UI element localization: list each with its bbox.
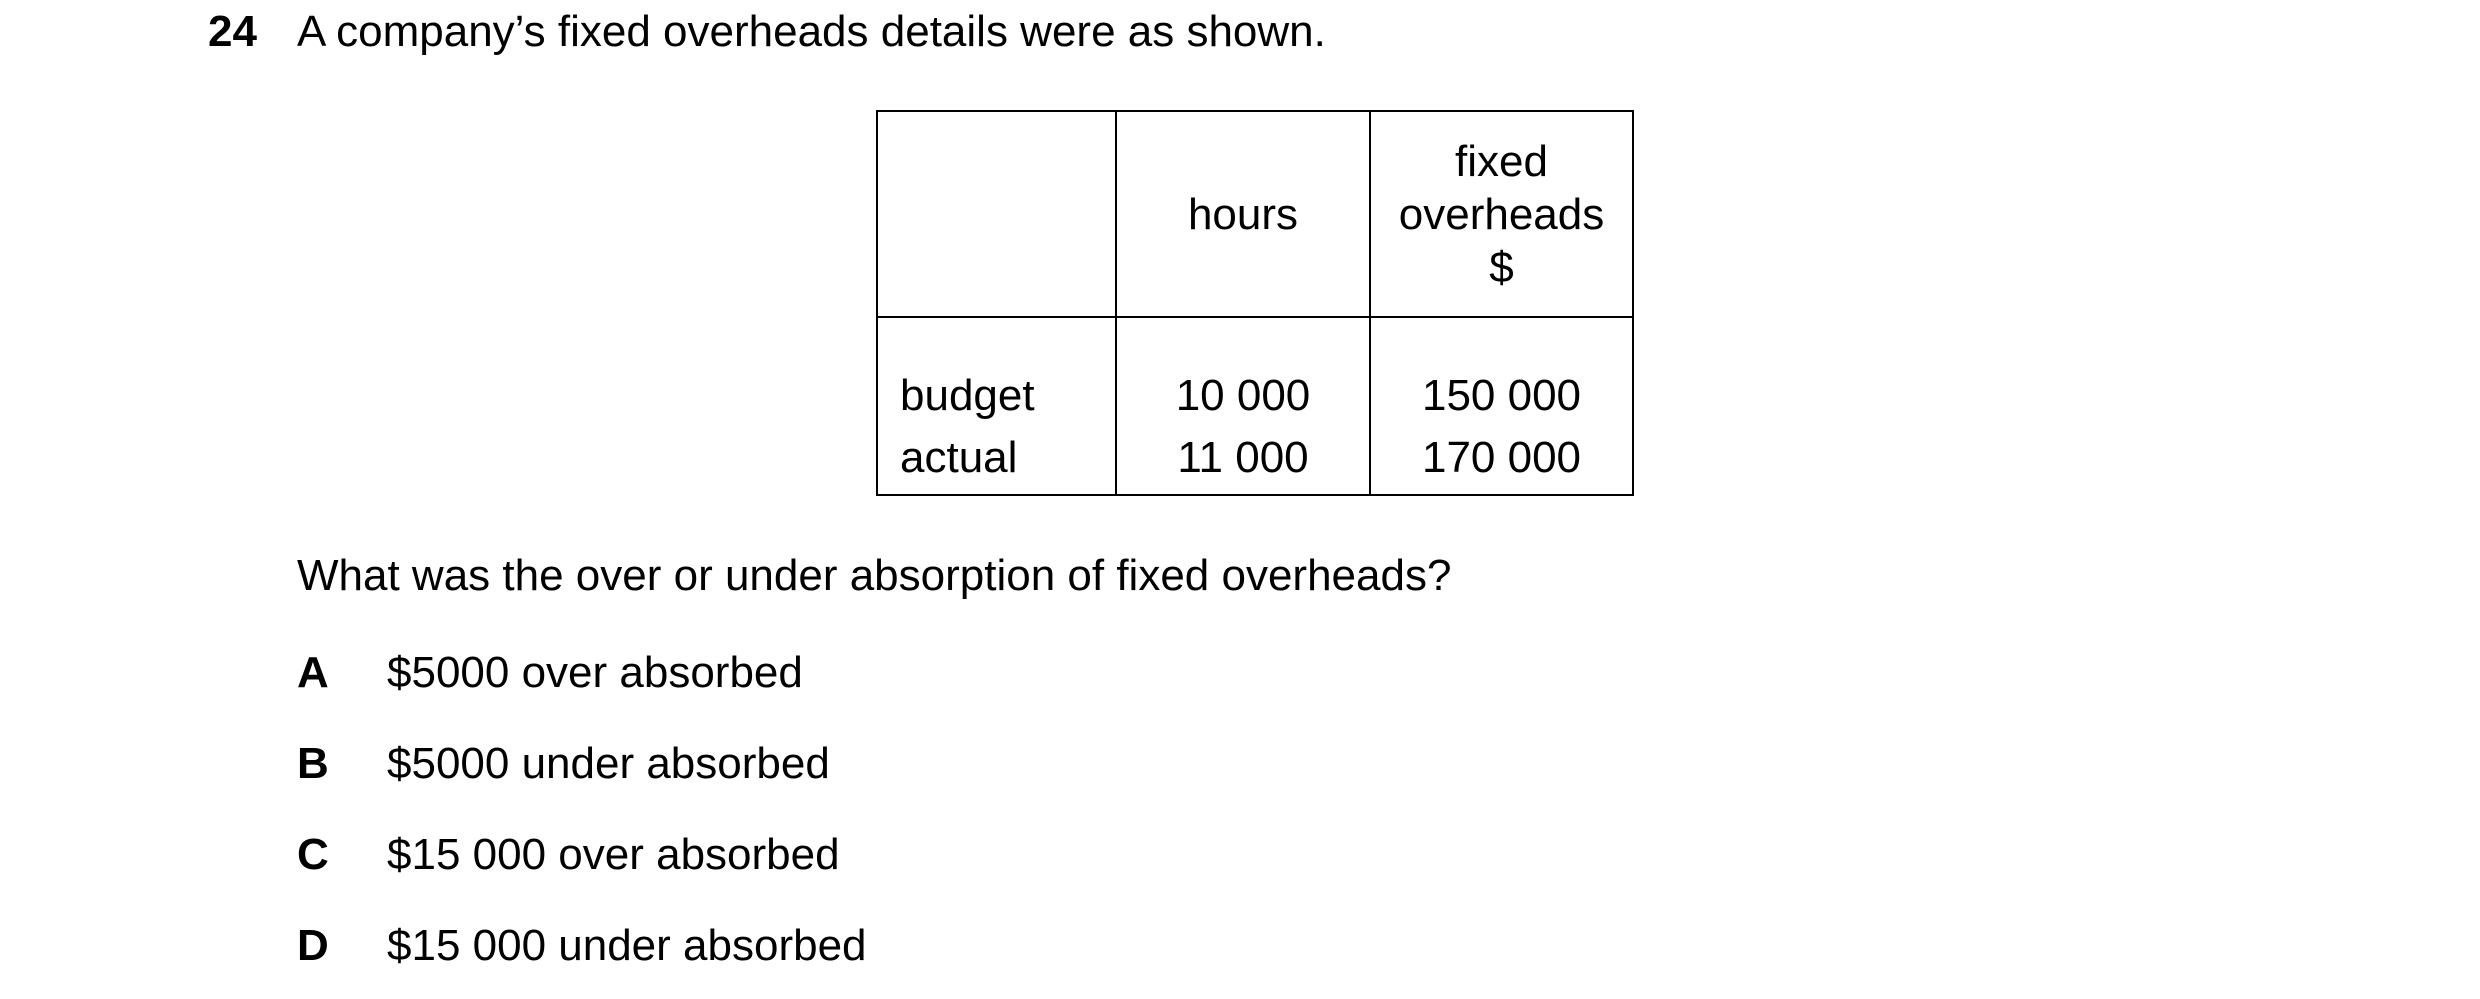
overheads-table	[876, 110, 1634, 496]
row-hours	[1116, 426, 1370, 495]
row-overheads-value: 170 000	[1421, 433, 1582, 482]
row-label-text: actual	[900, 433, 1018, 482]
row-hours-value: 11 000	[1177, 433, 1309, 482]
row-hours-value: 10 000	[1175, 371, 1311, 420]
table-header-row	[877, 111, 1633, 317]
header-empty-cell	[877, 111, 1116, 317]
row-overheads	[1370, 317, 1633, 426]
option-text: $15 000 under absorbed	[387, 921, 867, 970]
option-b[interactable]	[297, 736, 830, 792]
row-label	[877, 317, 1116, 426]
header-hours: hours	[1116, 111, 1370, 317]
option-d[interactable]	[297, 918, 867, 974]
question-prompt: What was the over or under absorption of fixed overheads?	[297, 551, 1452, 600]
table-row-budget	[877, 317, 1633, 426]
question-stem: A company’s fixed overheads details were as shown.	[297, 7, 1326, 56]
option-c[interactable]	[297, 827, 840, 883]
row-label	[877, 426, 1116, 495]
header-fixed-overheads-line3: $	[1489, 242, 1514, 292]
row-overheads-value: 150 000	[1421, 371, 1582, 420]
option-letter: A	[297, 648, 329, 697]
header-fixed-overheads-line1: fixed	[1455, 136, 1548, 186]
option-letter: B	[297, 739, 329, 788]
option-text: $5000 over absorbed	[387, 648, 803, 697]
option-text: $5000 under absorbed	[387, 739, 830, 788]
header-fixed-overheads-line2: overheads	[1398, 189, 1605, 239]
question-number: 24	[208, 7, 257, 56]
header-fixed-overheads	[1370, 111, 1633, 317]
row-hours	[1116, 317, 1370, 426]
option-text: $15 000 over absorbed	[387, 830, 840, 879]
row-overheads	[1370, 426, 1633, 495]
table-row-actual	[877, 426, 1633, 495]
option-letter: D	[297, 921, 329, 970]
option-letter: C	[297, 830, 329, 879]
row-label-text: budget	[900, 371, 1035, 420]
option-a[interactable]	[297, 645, 803, 701]
